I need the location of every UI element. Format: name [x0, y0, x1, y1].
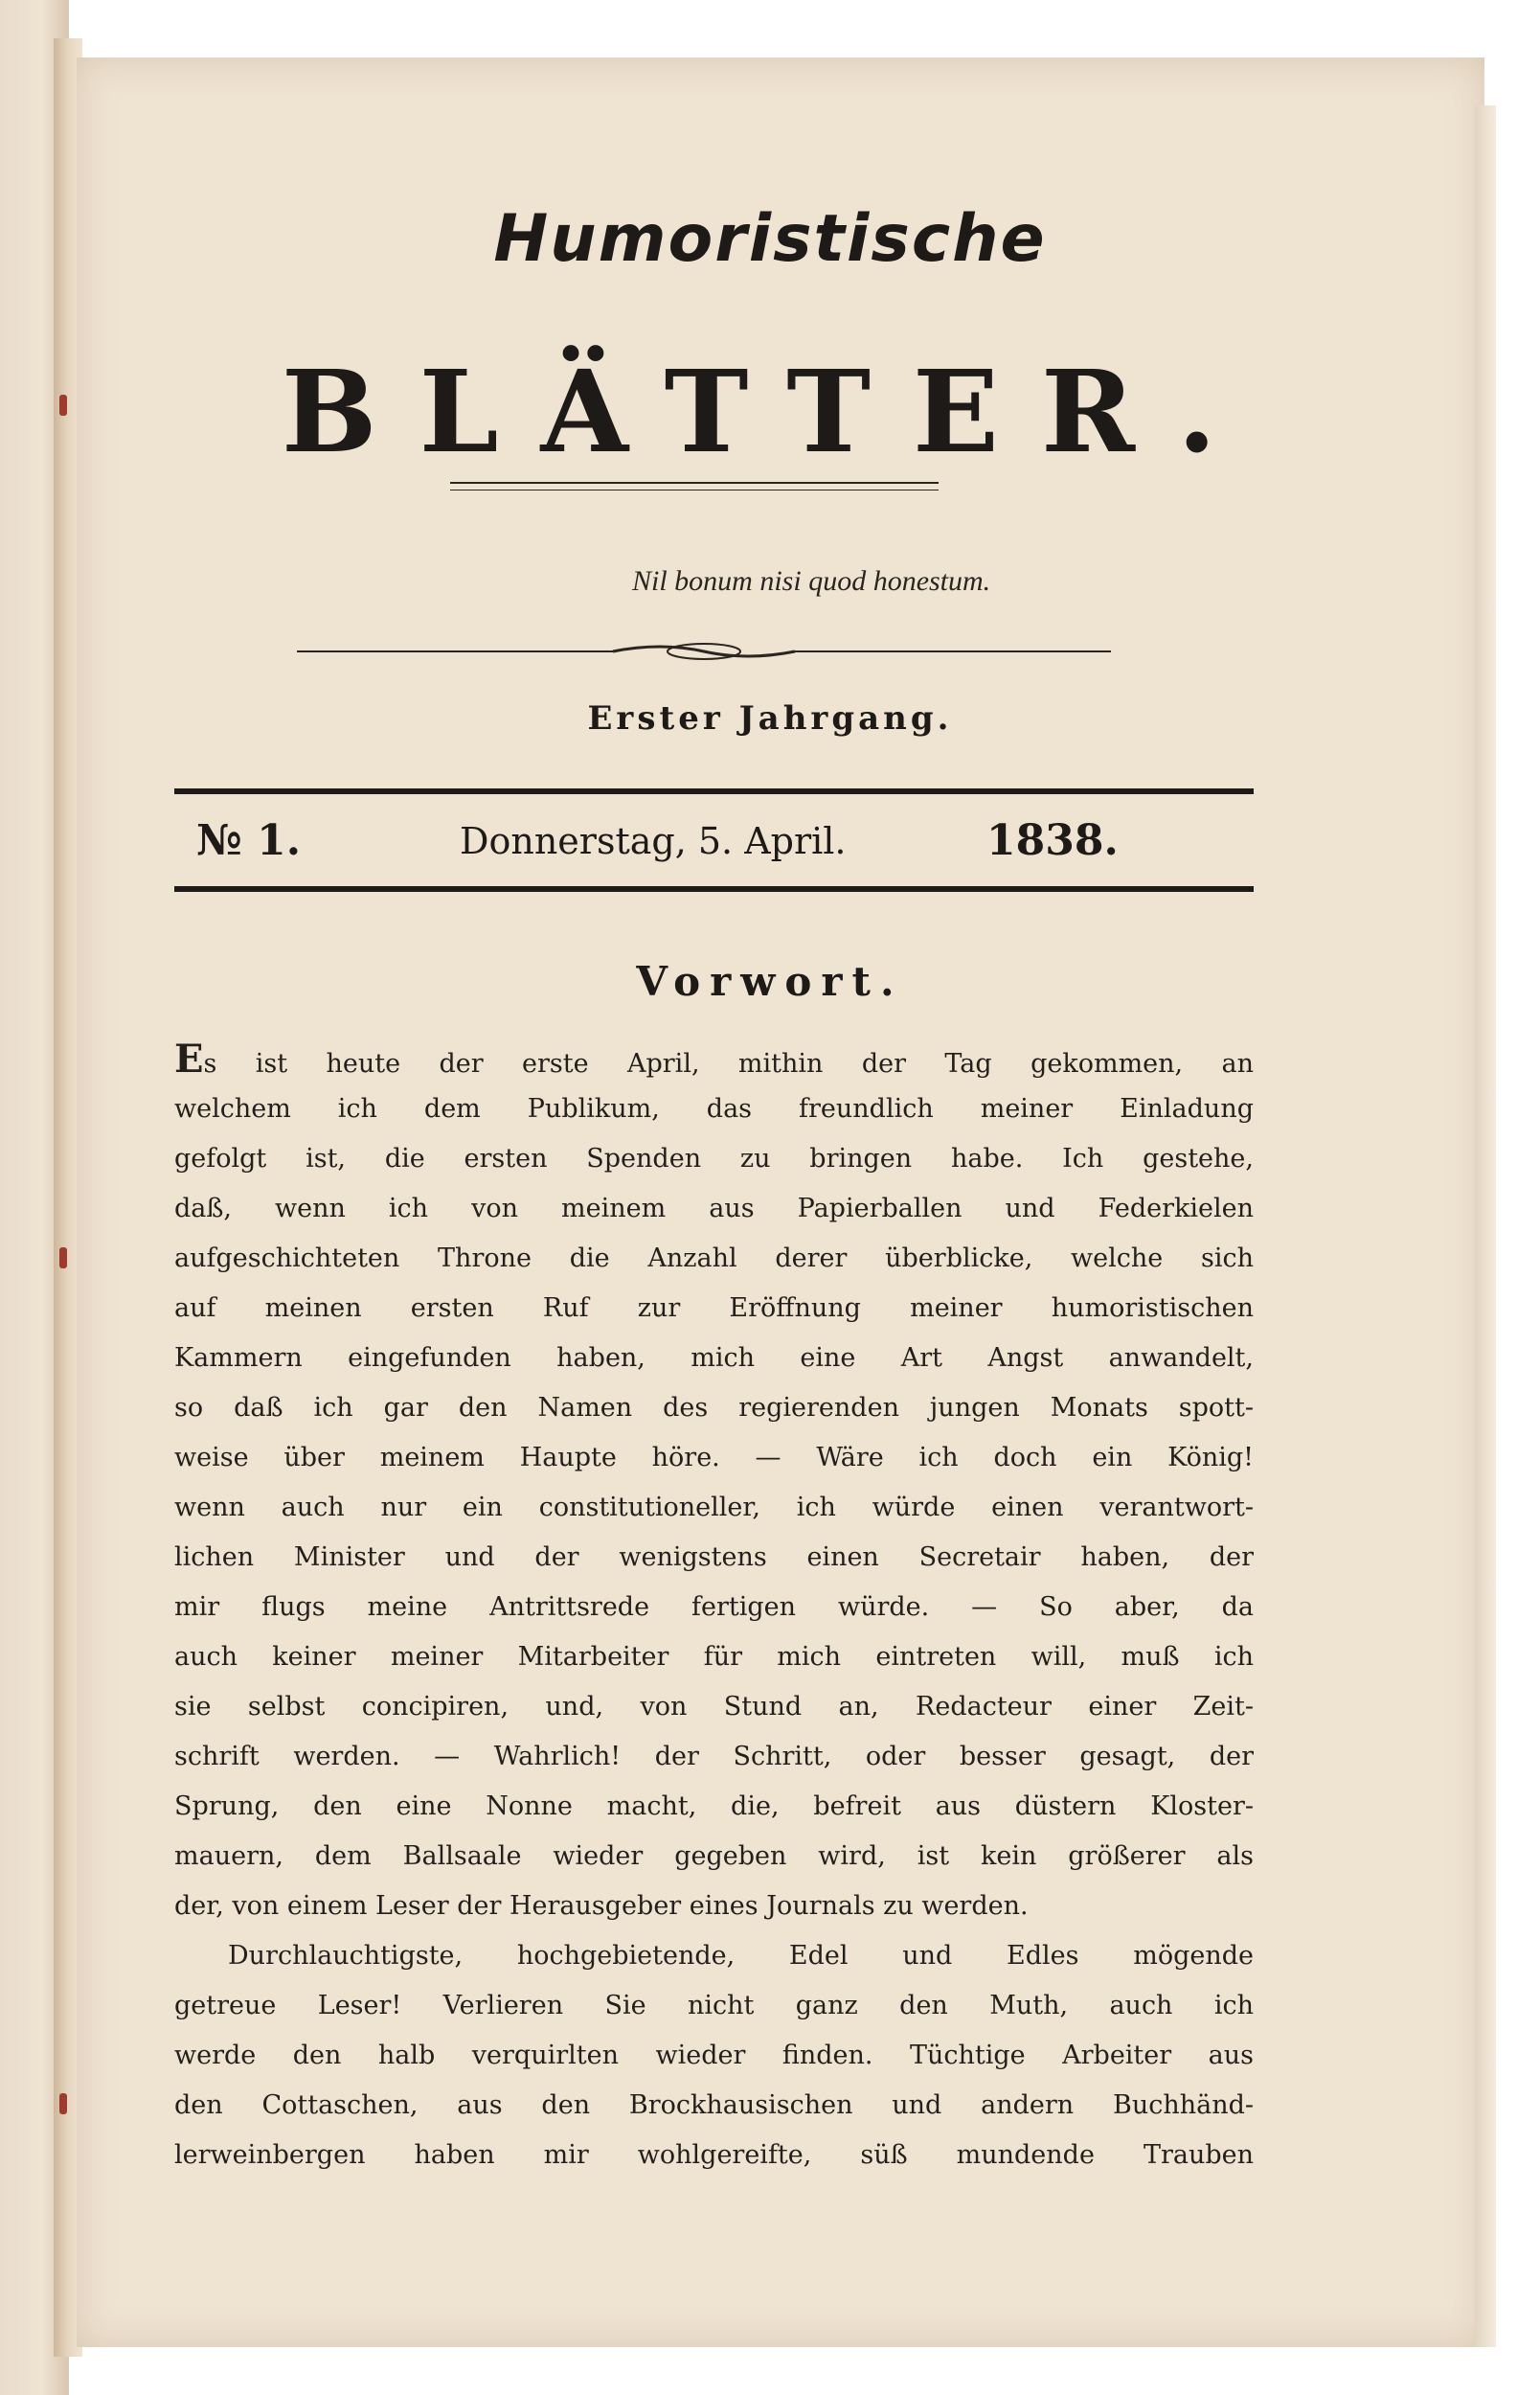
motto: Nil bonum nisi quod honestum. — [632, 565, 991, 597]
issue-year: 1838. — [986, 816, 1119, 865]
text-line — [174, 1035, 1254, 1084]
text-line: mauern, dem Ballsaale wieder gegeben wird, ist kein größerer als — [174, 1841, 1254, 1871]
article-heading: Vorwort. — [636, 958, 904, 1005]
text-line: mir flugs meine Antrittsrede fertigen würde. — So aber, da — [174, 1592, 1254, 1622]
drop-cap: E — [174, 1037, 204, 1082]
text-line: daß, wenn ich von meinem aus Papierballen und Federkielen — [174, 1194, 1254, 1223]
text-line: schrift werden. — Wahrlich! der Schritt, oder besser gesagt, der — [174, 1742, 1254, 1771]
double-rule — [450, 482, 939, 490]
text-line: werde den halb verquirlten wieder finden. Tüchtige Arbeiter aus — [174, 2041, 1254, 2070]
text-line: welchem ich dem Publikum, das freundlich meiner Einladung — [174, 1094, 1254, 1124]
text-line: den Cottaschen, aus den Brockhausischen und andern Buchhänd- — [174, 2090, 1254, 2120]
volume-label: Erster Jahrgang. — [587, 699, 953, 738]
text-line: gefolgt ist, die ersten Spenden zu bringen habe. Ich gestehe, — [174, 1144, 1254, 1174]
issue-date: Donnerstag, 5. April. — [460, 820, 847, 862]
issue-number: № 1. — [196, 816, 302, 865]
text-line-content: s ist heute der erste April, mithin der Tag gekommen, an — [203, 1049, 1254, 1079]
text-line: auf meinen ersten Ruf zur Eröffnung meiner humoristischen — [174, 1293, 1254, 1323]
text-line: Kammern eingefunden haben, mich eine Art Angst anwandelt, — [174, 1343, 1254, 1373]
text-line: lerweinbergen haben mir wohlgereifte, süß mundende Trauben — [174, 2140, 1254, 2170]
binding-thread — [59, 1247, 67, 1268]
rule-bottom — [174, 886, 1254, 892]
text-line: wenn auch nur ein constitutioneller, ich würde einen verantwort- — [174, 1493, 1254, 1522]
text-line: sie selbst concipiren, und, von Stund an, Redacteur einer Zeit- — [174, 1692, 1254, 1722]
text-line: weise über meinem Haupte höre. — Wäre ich doch ein König! — [174, 1443, 1254, 1472]
text-line: auch keiner meiner Mitarbeiter für mich eintreten will, muß ich — [174, 1642, 1254, 1672]
text-line: getreue Leser! Verlieren Sie nicht ganz den Muth, auch ich — [174, 1991, 1254, 2020]
text-line: Durchlauchtigste, hochgebietende, Edel und Edles mögende — [228, 1941, 1254, 1971]
text-line: so daß ich gar den Namen des regierenden jungen Monats spott- — [174, 1393, 1254, 1423]
text-line: aufgeschichteten Throne die Anzahl derer überblicke, welche sich — [174, 1243, 1254, 1273]
masthead-title-main: BLÄTTER. — [281, 345, 1259, 478]
text-line: Sprung, den eine Nonne macht, die, befreit aus düstern Kloster- — [174, 1791, 1254, 1821]
rule-top — [174, 788, 1254, 794]
article-body — [174, 1035, 1254, 2180]
binding-thread — [59, 2093, 67, 2114]
text-line: der, von einem Leser der Herausgeber eines Journals zu werden. — [174, 1891, 1029, 1921]
text-line: lichen Minister und der wenigstens einen Secretair haben, der — [174, 1542, 1254, 1572]
masthead-title-top: Humoristische — [493, 201, 1047, 277]
ornamental-rule — [297, 637, 1111, 666]
